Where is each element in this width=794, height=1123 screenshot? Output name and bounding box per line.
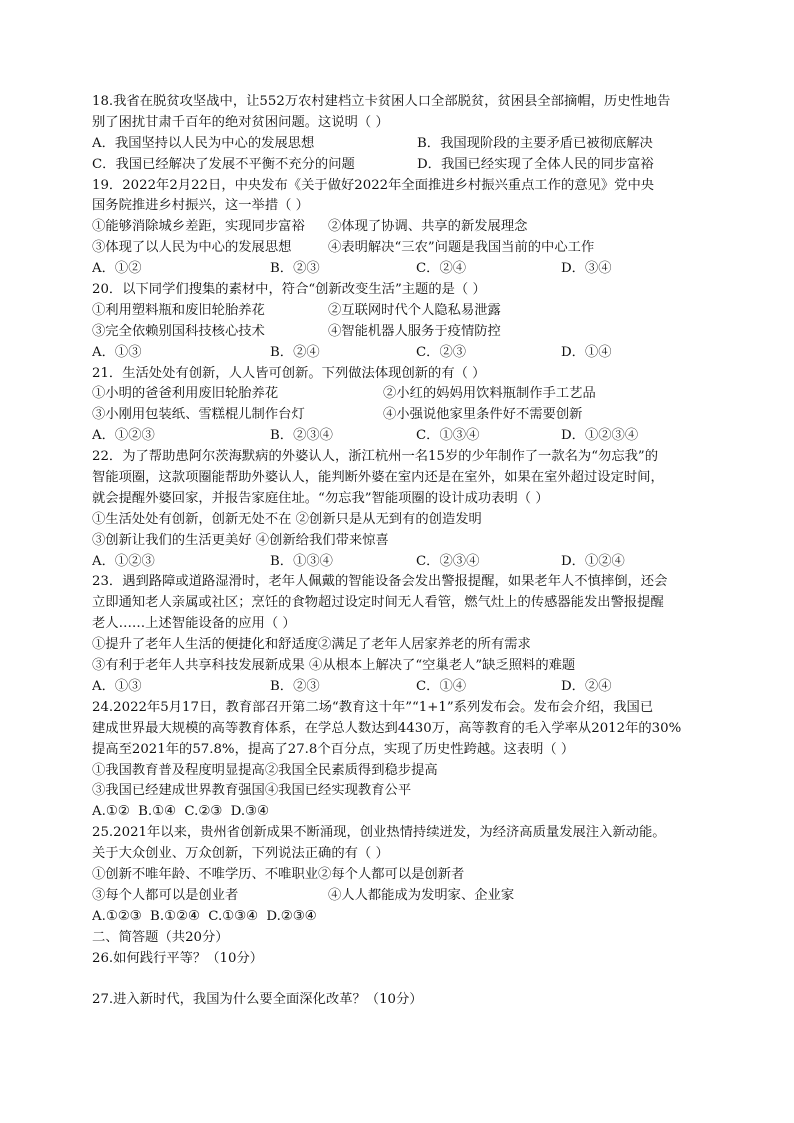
statement-row [92, 886, 712, 907]
statement-row [92, 384, 712, 405]
statement-1: ①能够消除城乡差距，实现同步富裕 [92, 219, 305, 235]
option-a: A．①③ [92, 344, 142, 360]
question-27: 27.进入新时代，我国为什么要全面深化改革？（10分） [92, 992, 423, 1008]
question-stem-line: 智能项圈，这款项圈能帮助外婆认人，能判断外婆在室内还是在室外，如果在室外超过设定时间， [92, 470, 664, 486]
option-c: C．①③④ [416, 428, 480, 444]
statement-2: ②体现了协调、共享的新发展理念 [328, 219, 528, 235]
statement-2: ②互联网时代个人隐私易泄露 [328, 302, 501, 318]
question-stem-line: 23．遇到路障或道路湿滑时，老年人佩戴的智能设备会发出警报提醒，如果老年人不慎摔倒，还会 [92, 574, 668, 590]
statement-row: ③创新让我们的生活更美好 ④创新给我们带来惊喜 [92, 532, 389, 548]
option-d: D．①②③④ [561, 428, 639, 444]
question-stem-line: 老人……上述智能设备的应用（ ） [92, 616, 296, 632]
option-row [92, 677, 712, 698]
option-row: A.①② B.①④ C.②③ D.③④ [92, 804, 269, 820]
option-d: D．①④ [561, 344, 612, 360]
option-row: A.①②③ B.①②④ C.①③④ D.②③④ [92, 908, 317, 924]
section-heading: 二、简答题（共20分） [92, 929, 229, 945]
option-row [92, 343, 712, 364]
statement-1: ①小明的爸爸利用废旧轮胎养花 [92, 386, 279, 402]
option-b: B．②③ [270, 678, 320, 694]
option-b: B．②③④ [270, 428, 333, 444]
question-21 [92, 364, 712, 448]
statement-row [92, 322, 712, 343]
answer-space [92, 969, 712, 990]
statement-3: ③小刚用包装纸、雪糕棍儿制作台灯 [92, 407, 305, 423]
option-a: A．我国坚持以人民为中心的发展思想 [92, 135, 315, 151]
option-row [92, 552, 712, 573]
question-stem-line: 就会提醒外婆回家，并报告家庭住址。“勿忘我”智能项圈的设计成功表明（ ） [92, 490, 549, 506]
question-22 [92, 447, 712, 572]
statement-row [92, 301, 712, 322]
option-c: C．②③④ [416, 553, 480, 569]
option-b: B．②③ [270, 261, 320, 277]
question-stem-line: 21．生活处处有创新，人人皆可创新。下列做法体现创新的有（ ） [92, 365, 486, 381]
option-d: D．③④ [561, 261, 612, 277]
option-a: A．①②③ [92, 428, 155, 444]
question-stem-line: 关于大众创业、万众创新，下列说法正确的有（ ） [92, 846, 389, 862]
statement-4: ④智能机器人服务于疫情防控 [328, 323, 501, 339]
statement-row: ①生活处处有创新，创新无处不在 ②创新只是从无到有的创造发明 [92, 511, 482, 527]
option-b: B．我国现阶段的主要矛盾已被彻底解决 [417, 135, 653, 151]
statement-row: ③有利于老年人共享科技发展新成果 ④从根本上解决了“空巢老人”缺乏照料的难题 [92, 658, 576, 674]
question-stem-line: 国务院推进乡村振兴，这一举措（ ） [92, 198, 309, 214]
statement-row: ①提升了老年人生活的便捷化和舒适度②满足了老年人居家养老的所有需求 [92, 637, 531, 653]
option-c: C．①④ [416, 678, 467, 694]
statement-row: ①创新不唯年龄、不唯学历、不唯职业②每个人都可以是创新者 [92, 866, 465, 882]
question-23 [92, 572, 712, 697]
option-a: A．①②③ [92, 553, 155, 569]
statement-row: ③我国已经建成世界教育强国④我国已经实现教育公平 [92, 783, 412, 799]
option-row [92, 426, 712, 447]
question-19 [92, 176, 712, 280]
statement-3: ③每个人都可以是创业者 [92, 887, 239, 903]
statement-row [92, 238, 712, 259]
exam-page [92, 92, 712, 1011]
statement-2: ②小红的妈妈用饮料瓶制作手工艺品 [383, 386, 596, 402]
option-c: C．我国已经解决了发展不平衡不充分的问题 [92, 156, 355, 172]
question-20 [92, 280, 712, 364]
question-stem-line: 别了困扰甘肃千百年的绝对贫困问题。这说明（ ） [92, 114, 389, 130]
question-18 [92, 92, 712, 176]
question-stem-line: 20．以下同学们搜集的素材中，符合“创新改变生活”主题的是（ ） [92, 282, 486, 298]
question-stem-line: 25.2021年以来，贵州省创新成果不断涌现，创业热情持续迸发，为经济高质量发展注入新动能。 [92, 825, 666, 841]
statement-4: ④表明解决“三农”问题是我国当前的中心工作 [328, 240, 595, 256]
question-stem-line: 19．2022年2月22日，中央发布《关于做好2022年全面推进乡村振兴重点工作的意见》党中央 [92, 177, 655, 193]
option-b: B．①③④ [270, 553, 333, 569]
statement-4: ④人人都能成为发明家、企业家 [328, 887, 515, 903]
statement-3: ③完全依赖别国科技核心技术 [92, 323, 265, 339]
statement-3: ③体现了以人民为中心的发展思想 [92, 240, 292, 256]
question-stem-line: 24.2022年5月17日，教育部召开第二场“教育这十年”“1+1”系列发布会。发布会介绍，我国已 [92, 699, 654, 715]
question-stem-line: 建成世界最大规模的高等教育体系，在学总人数达到4430万，高等教育的毛入学率从2012年的30% [92, 720, 682, 736]
option-row [92, 155, 712, 176]
statement-row [92, 405, 712, 426]
option-c: C．②③ [416, 344, 467, 360]
option-row [92, 134, 712, 155]
question-26: 26.如何践行平等？（10分） [92, 950, 264, 966]
option-c: C．②④ [416, 261, 467, 277]
question-stem-line: 22．为了帮助患阿尔茨海默病的外婆认人，浙江杭州一名15岁的少年制作了一款名为“勿忘我”的 [92, 449, 659, 465]
option-d: D．②④ [561, 678, 612, 694]
statement-row [92, 217, 712, 238]
statement-4: ④小强说他家里条件好不需要创新 [383, 407, 583, 423]
option-d: D．①②④ [561, 553, 625, 569]
option-d: D．我国已经实现了全体人民的同步富裕 [417, 156, 654, 172]
question-stem-line: 18.我省在脱贫攻坚战中，让552万农村建档立卡贫困人口全部脱贫，贫困县全部摘帽，历史性地告 [92, 94, 671, 109]
question-stem-line: 提高至2021年的57.8%，提高了27.8个百分点，实现了历史性跨越。这表明（ ） [92, 741, 575, 757]
statement-1: ①利用塑料瓶和废旧轮胎养花 [92, 302, 265, 318]
question-25 [92, 823, 712, 927]
question-stem-line: 立即通知老人亲属或社区；烹饪的食物超过设定时间无人看管，燃气灶上的传感器能发出警报提醒 [92, 595, 664, 611]
option-a: A．①③ [92, 678, 142, 694]
option-b: B．②④ [270, 344, 320, 360]
option-a: A．①② [92, 261, 142, 277]
question-24 [92, 698, 712, 823]
statement-row: ①我国教育普及程度明显提高②我国全民素质得到稳步提高 [92, 762, 438, 778]
option-row [92, 259, 712, 280]
